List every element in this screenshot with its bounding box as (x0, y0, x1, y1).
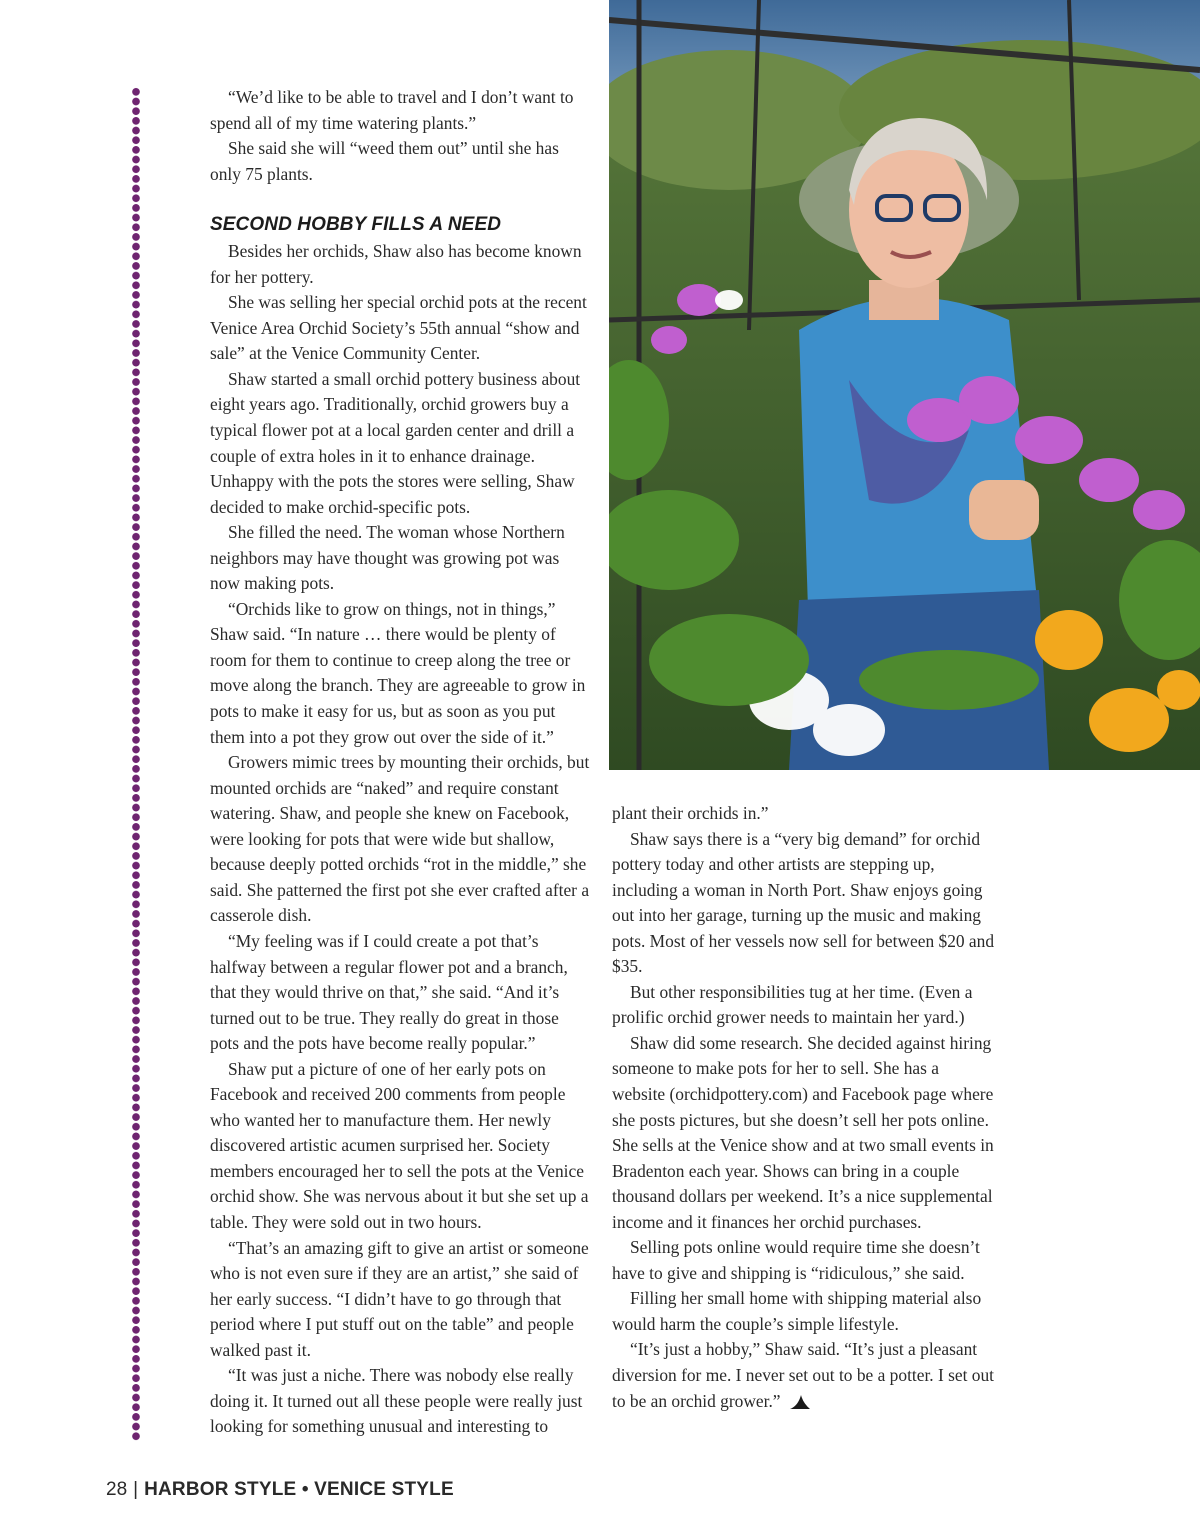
paragraph: “Orchids like to grow on things, not in things,” Shaw said. “In nature … there would be plenty of room for them to continue to creep along the tree or move along the branch. They are agreeable to grow in pots to make it easy for us, but as soon as you put them into a pot they grow out over the side of it.” (210, 598, 586, 747)
publication-name: HARBOR STYLE • VENICE STYLE (144, 1479, 454, 1500)
final-paragraph-text: “It’s just a hobby,” Shaw said. “It’s just a pleasant diversion for me. I never set out to be a potter. I set out to be an orchid grower.” (612, 1339, 995, 1411)
article-photo-orchid-grower (609, 0, 1200, 770)
paragraph: Filling her small home with shipping material also would harm the couple’s simple lifestyle. (612, 1288, 982, 1334)
paragraph: Shaw says there is a “very big demand” for orchid pottery today and other artists are stepping up, including a woman in North Port. Shaw enjoys going out into her garage, turning up the music and making pots. Most of her vessels now sell for between $20 and $35. (612, 828, 995, 977)
article-column-right (612, 801, 996, 1414)
section-subhead: SECOND HOBBY FILLS A NEED (210, 214, 502, 236)
paragraph: “We’d like to be able to travel and I don’t want to spend all of my time watering plants.” (210, 87, 574, 133)
paragraph: “My feeling was if I could create a pot that’s halfway between a regular flower pot and a branch, that they would thrive on that,” she said. “And it’s turned out to be true. They really do great in those pots and the pots have become really popular.” (210, 930, 568, 1054)
paragraph: Selling pots online would require time she doesn’t have to give and shipping is “ridiculous,” she said. (612, 1237, 980, 1283)
page-number: 28 (106, 1479, 128, 1500)
paragraph: She filled the need. The woman whose Northern neighbors may have thought was growing pot was now making pots. (210, 522, 565, 594)
page-footer (106, 1478, 454, 1502)
photo-illustration (609, 0, 1200, 770)
footer-separator: | (133, 1479, 139, 1500)
article-column-left (210, 85, 592, 1440)
paragraph-final (612, 1337, 996, 1414)
paragraph: She was selling her special orchid pots at the recent Venice Area Orchid Society’s 55th annual “show and sale” at the Venice Community Center. (210, 292, 587, 364)
decorative-dotted-rule (131, 87, 141, 1442)
paragraph: “That’s an amazing gift to give an artist or someone who is not even sure if they are an artist,” she said of her early success. “I didn’t have to go through that period where I put stuff out on the table” and people walked past it. (210, 1237, 589, 1360)
paragraph: Shaw did some research. She decided against hiring someone to make pots for her to sell. She has a website (orchidpottery.com) and Facebook page where she posts pictures, but she doesn’t sell her pots online. She sells at the Venice show and at two small events in Bradenton each year. Shows can bring in a couple thousand dollars per weekend. It’s a nice supplemental income and it finances her orchid purchases. (612, 1032, 994, 1232)
paragraph-continued: plant their orchids in.” (612, 803, 769, 823)
paragraph: But other responsibilities tug at her time. (Even a prolific orchid grower needs to maintain her yard.) (612, 981, 973, 1028)
paragraph: Besides her orchids, Shaw also has become known for her pottery. (210, 241, 582, 287)
paragraph: Shaw started a small orchid pottery business about eight years ago. Traditionally, orchid growers buy a typical flower pot at a local garden center and drill a couple of extra holes in it to enhance drainage. Unhappy with the pots the stores were selling, Shaw decided to make orchid-specific pots. (210, 368, 581, 517)
paragraph: She said she will “weed them out” until she has only 75 plants. (210, 138, 559, 184)
shark-fin-icon (789, 1394, 811, 1410)
paragraph: “It was just a niche. There was nobody else really doing it. It turned out all these people were really just looking for something unusual and interesting to (210, 1365, 583, 1437)
paragraph: Shaw put a picture of one of her early pots on Facebook and received 200 comments from people who wanted her to manufacture them. Her newly discovered artistic acumen surprised her. Society members encouraged her to sell the pots at the Venice orchid show. She was nervous about it but she set up a table. They were sold out in two hours. (210, 1058, 589, 1232)
paragraph: Growers mimic trees by mounting their orchids, but mounted orchids are “naked” and require constant watering. Shaw, and people she knew on Facebook, were looking for pots that were wide but shallow, because deeply potted orchids “rot in the middle,” she said. She patterned the first pot she ever crafted after a casserole dish. (210, 752, 590, 926)
